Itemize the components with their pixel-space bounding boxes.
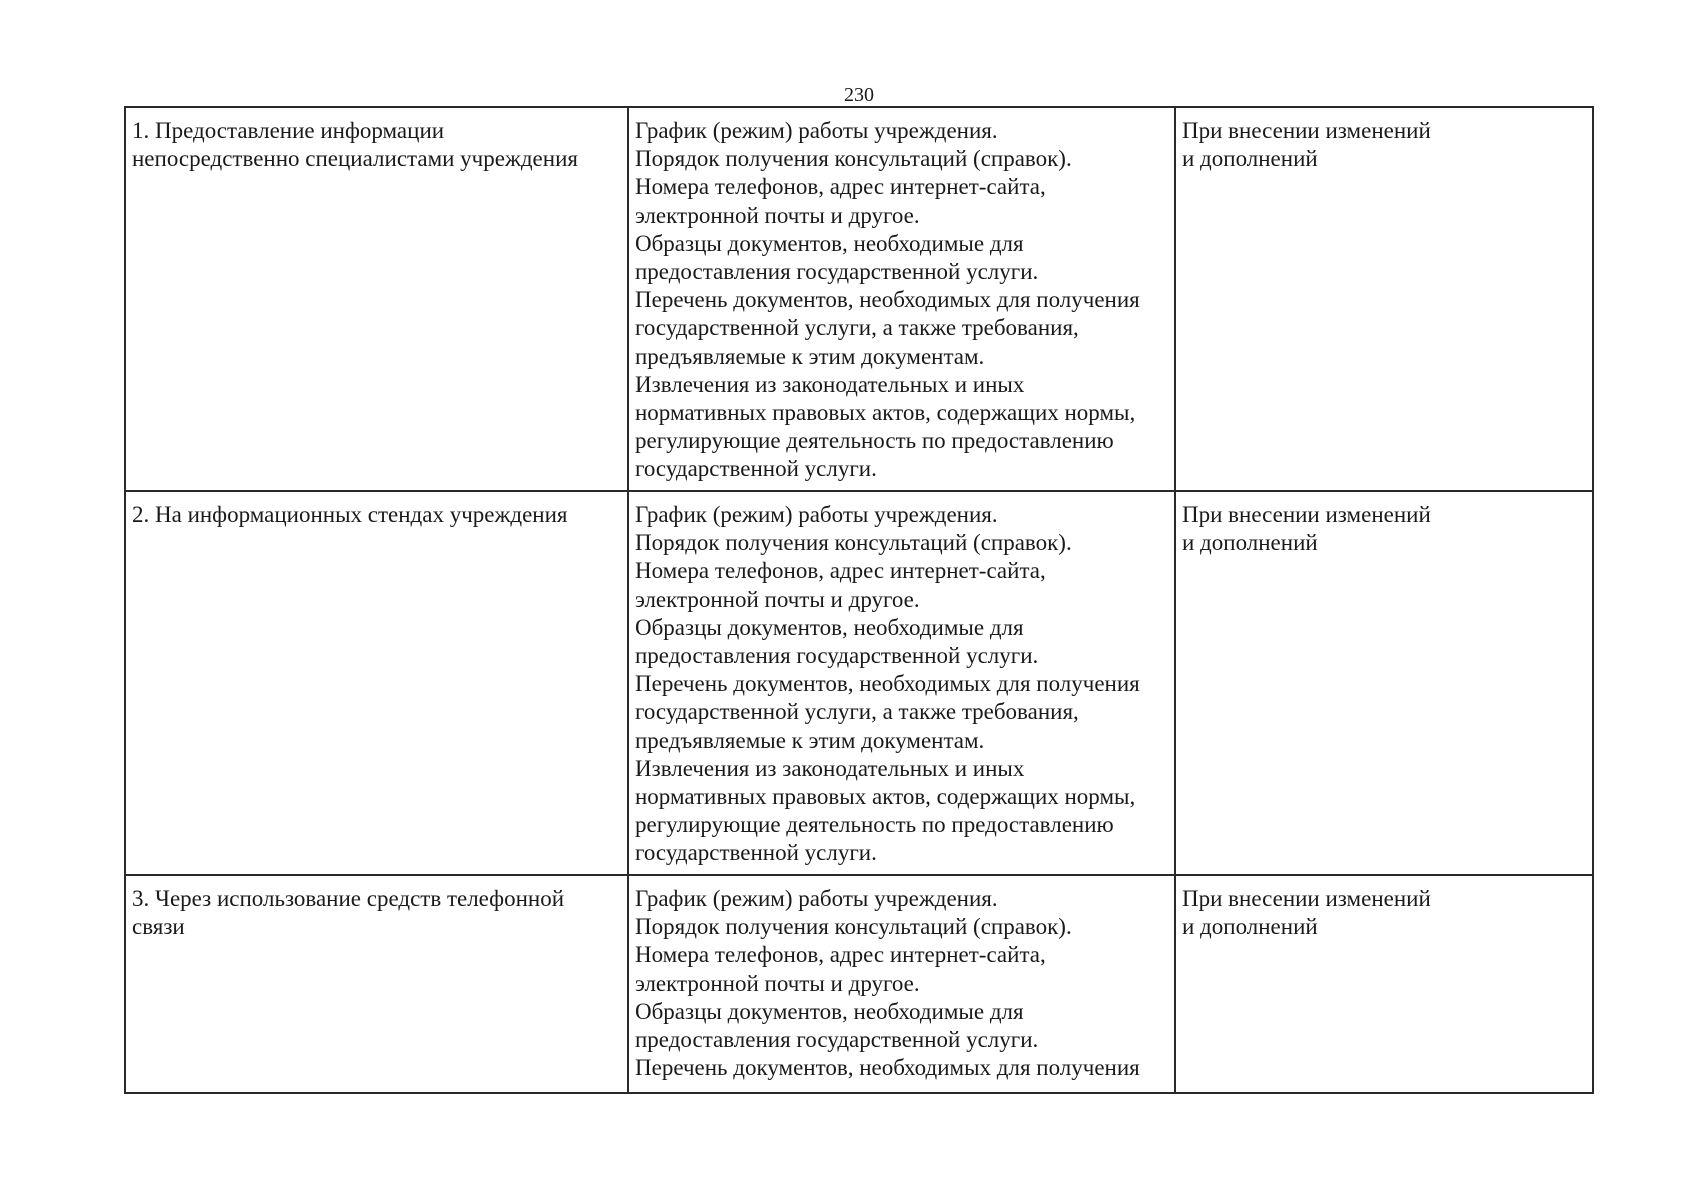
content-line: электронной почты и другое. [635, 202, 920, 228]
frequency-line: и дополнений [1182, 146, 1318, 172]
frequency-cell [1175, 491, 1593, 875]
content-line: предоставления государственной услуги. [635, 1027, 1039, 1053]
frequency-line: и дополнений [1182, 914, 1318, 940]
table-row [125, 491, 1593, 875]
content-line: нормативных правовых актов, содержащих нормы, [635, 784, 1136, 810]
method-cell [125, 491, 628, 875]
content-line: электронной почты и другое. [635, 970, 920, 996]
content-line: государственной услуги, а также требования, [635, 315, 1079, 341]
frequency-line: При внесении изменений [1182, 502, 1431, 527]
content-line: График (режим) работы учреждения. [635, 502, 998, 527]
content-line: Номера телефонов, адрес интернет-сайта, [635, 174, 1046, 200]
method-cell [125, 875, 628, 1093]
content-line: предоставления государственной услуги. [635, 643, 1039, 669]
content-line: Образцы документов, необходимые для [635, 998, 1024, 1024]
content-line: регулирующие деятельность по предоставлению [635, 428, 1114, 454]
content-line: предъявляемые к этим документам. [635, 343, 985, 369]
content-line: электронной почты и другое. [635, 586, 920, 612]
content-line: Перечень документов, необходимых для получения [635, 1055, 1140, 1081]
content-line: Порядок получения консультаций (справок). [635, 146, 1072, 172]
content-line: Номера телефонов, адрес интернет-сайта, [635, 558, 1046, 584]
method-line: 3. Через использование средств телефонной [132, 886, 565, 911]
method-line: непосредственно специалистами учреждения [132, 146, 578, 172]
frequency-line: При внесении изменений [1182, 118, 1431, 143]
frequency-line: При внесении изменений [1182, 886, 1431, 911]
method-line: 2. На информационных стендах учреждения [132, 502, 568, 527]
page-number: 230 [844, 84, 874, 106]
content-line: предоставления государственной услуги. [635, 259, 1039, 285]
content-line: Порядок получения консультаций (справок). [635, 914, 1072, 940]
content-line: Образцы документов, необходимые для [635, 614, 1024, 640]
frequency-line: и дополнений [1182, 530, 1318, 556]
content-line: График (режим) работы учреждения. [635, 886, 998, 911]
frequency-cell [1175, 875, 1593, 1093]
content-line: государственной услуги. [635, 840, 877, 866]
content-cell [628, 491, 1175, 875]
table-row [125, 107, 1593, 491]
content-line: Перечень документов, необходимых для получения [635, 671, 1140, 697]
content-line: регулирующие деятельность по предоставлению [635, 812, 1114, 838]
frequency-cell [1175, 107, 1593, 491]
method-cell [125, 107, 628, 491]
table-row [125, 875, 1593, 1093]
information-table [124, 106, 1594, 1094]
method-line: связи [132, 914, 185, 940]
content-line: Извлечения из законодательных и иных [635, 755, 1025, 781]
content-line: Порядок получения консультаций (справок). [635, 530, 1072, 556]
content-line: Извлечения из законодательных и иных [635, 371, 1025, 397]
content-line: Перечень документов, необходимых для получения [635, 287, 1140, 313]
content-cell [628, 107, 1175, 491]
content-line: Номера телефонов, адрес интернет-сайта, [635, 942, 1046, 968]
content-line: График (режим) работы учреждения. [635, 118, 998, 143]
content-line: предъявляемые к этим документам. [635, 727, 985, 753]
content-line: государственной услуги, а также требования, [635, 699, 1079, 725]
content-cell [628, 875, 1175, 1093]
content-line: нормативных правовых актов, содержащих нормы, [635, 400, 1136, 426]
content-line: государственной услуги. [635, 456, 877, 482]
method-line: 1. Предоставление информации [132, 118, 445, 143]
content-line: Образцы документов, необходимые для [635, 230, 1024, 256]
